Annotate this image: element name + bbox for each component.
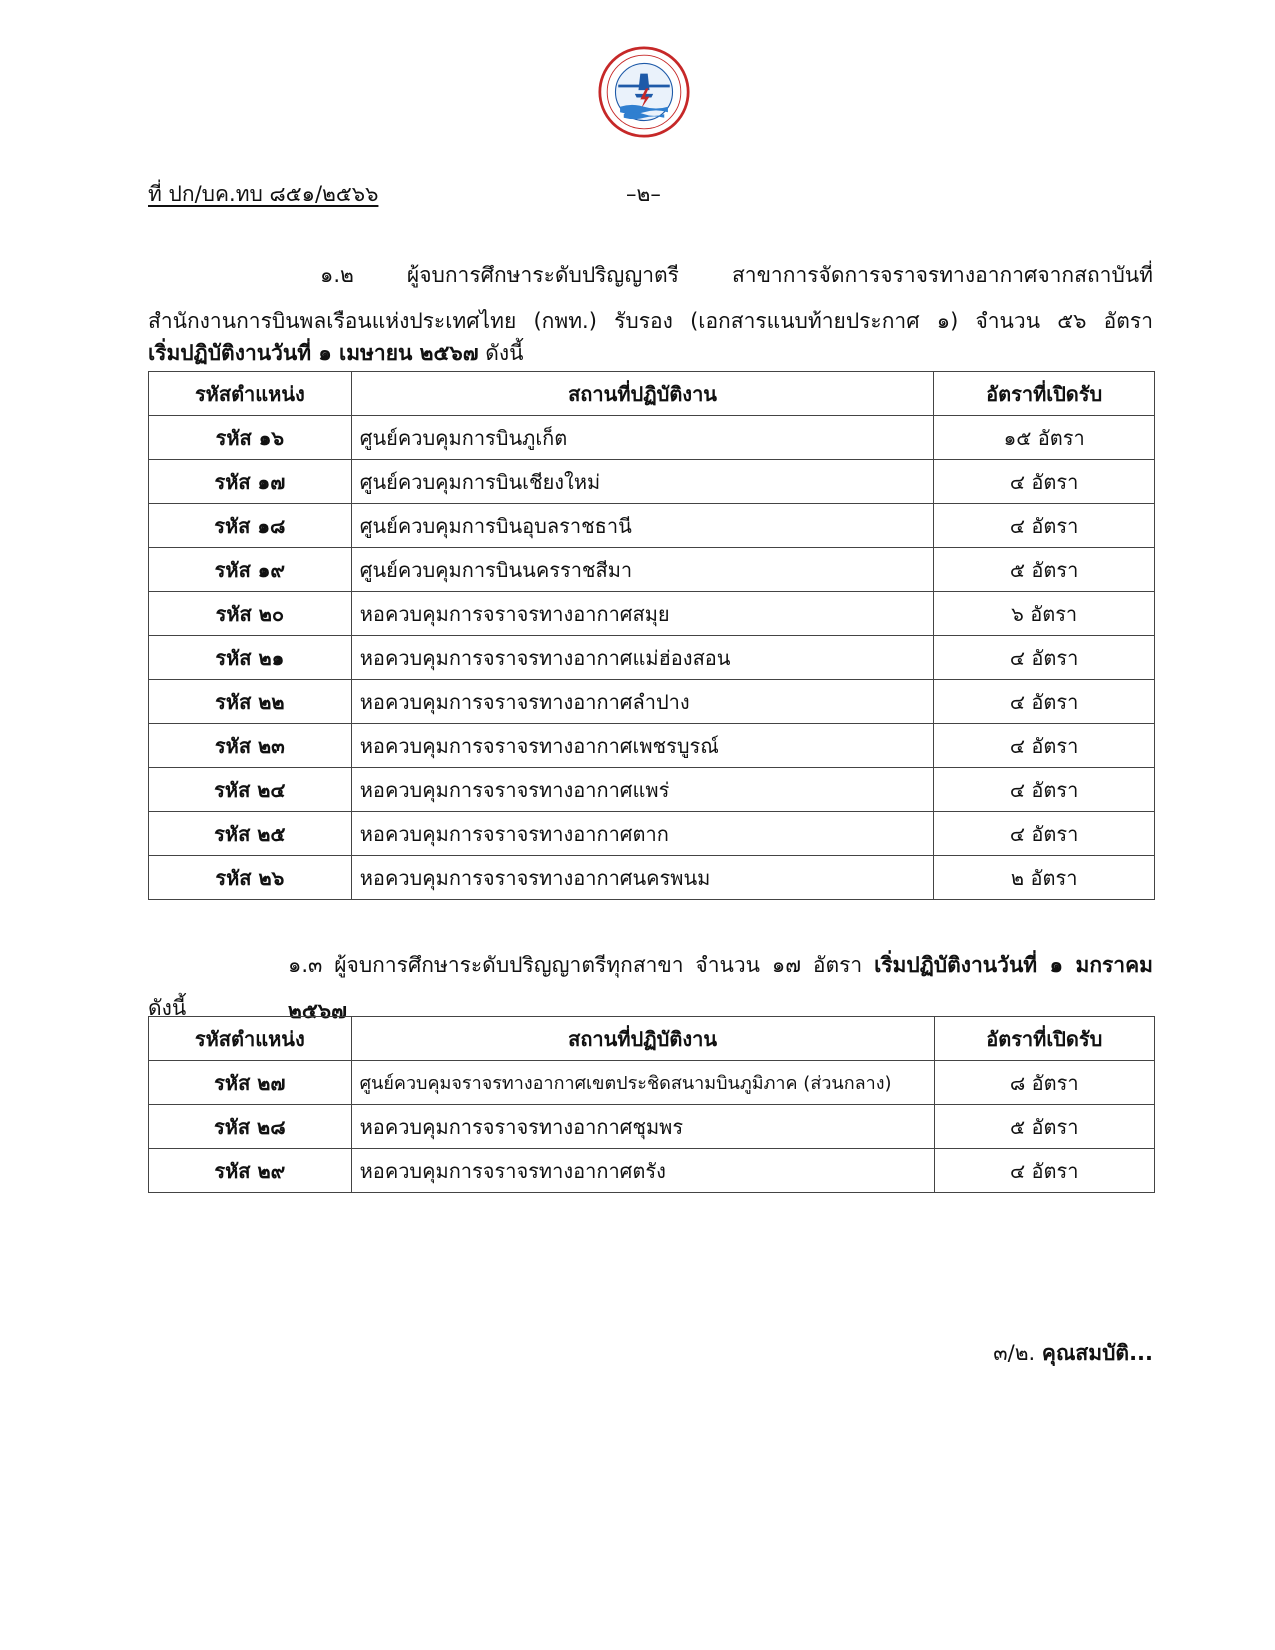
section-1-2-line-3: เริ่มปฏิบัติงานวันที่ ๑ เมษายน ๒๕๖๗ ดังนี้ [148,341,524,365]
position-code: รหัส ๒๕ [149,812,352,856]
position-code: รหัส ๒๓ [149,724,352,768]
column-header-location: สถานที่ปฏิบัติงาน [351,1017,934,1061]
table-row [149,1105,1155,1149]
opening-count: ๒ อัตรา [934,856,1155,900]
opening-count: ๔ อัตรา [934,504,1155,548]
work-location: ศูนย์ควบคุมจราจรทางอากาศเขตประชิดสนามบินภูมิภาค (ส่วนกลาง) [351,1061,934,1105]
work-location: ศูนย์ควบคุมการบินนครราชสีมา [351,548,934,592]
position-code: รหัส ๒๙ [149,1149,352,1193]
table-row [149,1061,1155,1105]
opening-count: ๘ อัตรา [934,1061,1155,1105]
page-number: –๒– [626,182,661,206]
position-code: รหัส ๒๒ [149,680,352,724]
position-code: รหัส ๒๐ [149,592,352,636]
position-code: รหัส ๑๙ [149,548,352,592]
table-row [149,680,1155,724]
column-header-code: รหัสตำแหน่ง [149,1017,352,1061]
work-location: หอควบคุมการจราจรทางอากาศตรัง [351,1149,934,1193]
table-row [149,592,1155,636]
section-1-2-line-2: สำนักงานการบินพลเรือนแห่งประเทศไทย (กพท.) รับรอง (เอกสารแนบท้ายประกาศ ๑) จำนวน ๕๖ อัตรา [148,309,1153,333]
section-1-3-line-1: ๑.๓ ผู้จบการศึกษาระดับปริญญาตรีทุกสาขา จำนวน ๑๗ อัตรา เริ่มปฏิบัติงานวันที่ ๑ มกราคม ๒๕๖๗ [288,953,1153,1023]
work-location: ศูนย์ควบคุมการบินภูเก็ต [351,416,934,460]
next-page-continuation: ๓/๒. คุณสมบัติ... [993,1341,1153,1365]
work-location: หอควบคุมการจราจรทางอากาศนครพนม [351,856,934,900]
table-row [149,548,1155,592]
positions-table-1-2 [148,371,1155,900]
company-logo [598,46,690,138]
position-code: รหัส ๒๘ [149,1105,352,1149]
section-1-3-line-2: ดังนี้ [148,996,187,1020]
position-code: รหัส ๒๗ [149,1061,352,1105]
work-location: หอควบคุมการจราจรทางอากาศเพชรบูรณ์ [351,724,934,768]
table-row [149,1149,1155,1193]
table-header-row [149,1017,1155,1061]
column-header-rate: อัตราที่เปิดรับ [934,372,1155,416]
work-location: หอควบคุมการจราจรทางอากาศตาก [351,812,934,856]
column-header-rate: อัตราที่เปิดรับ [934,1017,1155,1061]
opening-count: ๕ อัตรา [934,1105,1155,1149]
table-row [149,636,1155,680]
work-location: ศูนย์ควบคุมการบินเชียงใหม่ [351,460,934,504]
column-header-location: สถานที่ปฏิบัติงาน [351,372,934,416]
table-row [149,856,1155,900]
table-header-row [149,372,1155,416]
opening-count: ๔ อัตรา [934,1149,1155,1193]
work-location: หอควบคุมการจราจรทางอากาศสมุย [351,592,934,636]
work-location: หอควบคุมการจราจรทางอากาศลำปาง [351,680,934,724]
opening-count: ๕ อัตรา [934,548,1155,592]
document-reference-number: ที่ ปก/บค.ทบ ๘๕๑/๒๕๖๖ [148,182,379,206]
position-code: รหัส ๑๘ [149,504,352,548]
table-row [149,416,1155,460]
opening-count: ๑๕ อัตรา [934,416,1155,460]
position-code: รหัส ๒๑ [149,636,352,680]
opening-count: ๔ อัตรา [934,812,1155,856]
table-row [149,504,1155,548]
opening-count: ๔ อัตรา [934,768,1155,812]
table-row [149,460,1155,504]
position-code: รหัส ๑๖ [149,416,352,460]
work-location: หอควบคุมการจราจรทางอากาศชุมพร [351,1105,934,1149]
position-code: รหัส ๒๖ [149,856,352,900]
positions-table-1-3 [148,1016,1155,1193]
position-code: รหัส ๑๗ [149,460,352,504]
work-location: หอควบคุมการจราจรทางอากาศแพร่ [351,768,934,812]
work-location: ศูนย์ควบคุมการบินอุบลราชธานี [351,504,934,548]
column-header-code: รหัสตำแหน่ง [149,372,352,416]
opening-count: ๔ อัตรา [934,460,1155,504]
opening-count: ๔ อัตรา [934,636,1155,680]
position-code: รหัส ๒๔ [149,768,352,812]
section-1-2-line-1: ๑.๒ ผู้จบการศึกษาระดับปริญญาตรี สาขาการจัดการจราจรทางอากาศจากสถาบันที่ [320,263,1153,287]
opening-count: ๖ อัตรา [934,592,1155,636]
table-row [149,812,1155,856]
work-location: หอควบคุมการจราจรทางอากาศแม่ฮ่องสอน [351,636,934,680]
opening-count: ๔ อัตรา [934,724,1155,768]
opening-count: ๔ อัตรา [934,680,1155,724]
table-row [149,724,1155,768]
table-row [149,768,1155,812]
